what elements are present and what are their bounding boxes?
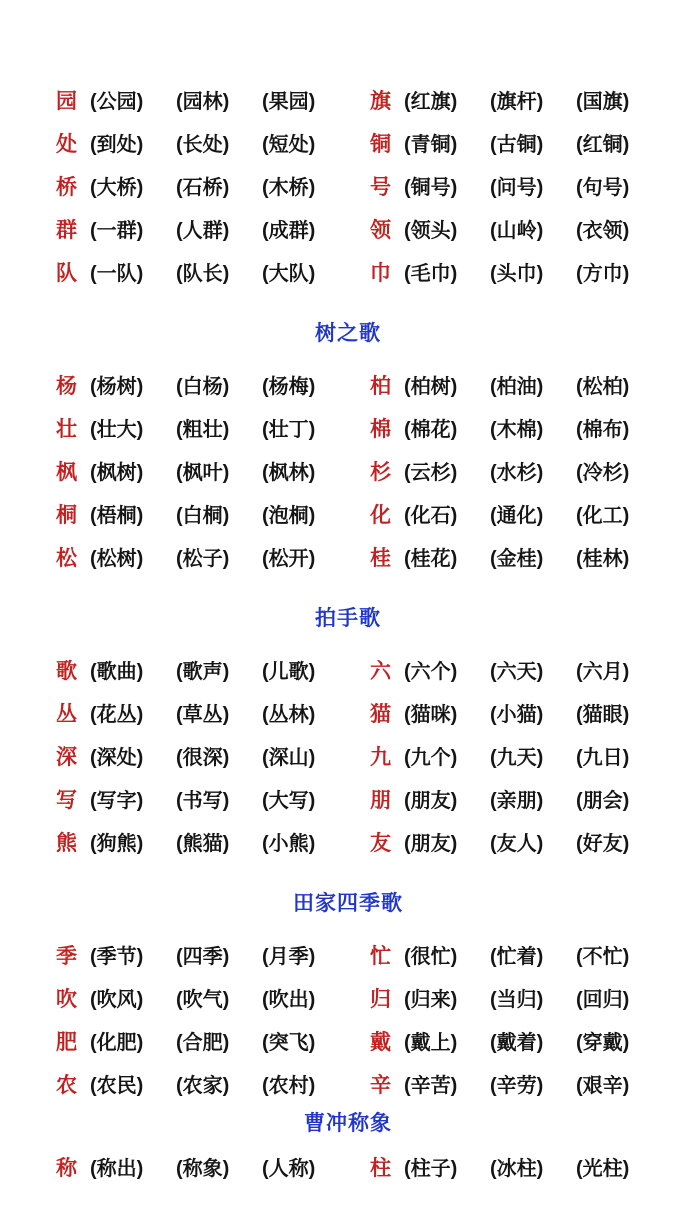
example-word: (大桥) bbox=[90, 177, 144, 199]
headword-character: 忙 bbox=[370, 944, 391, 968]
headword-character: 辛 bbox=[370, 1073, 391, 1097]
entry-group-left bbox=[56, 542, 348, 572]
headword-character: 棉 bbox=[370, 417, 391, 441]
example-word: (六个) bbox=[404, 661, 458, 683]
example-word: (长处) bbox=[176, 134, 230, 156]
example-word: (旗杆) bbox=[490, 91, 544, 113]
example-word: (公园) bbox=[90, 91, 144, 113]
headword-character: 柱 bbox=[370, 1156, 391, 1180]
example-word: (短处) bbox=[262, 134, 316, 156]
entry-group-right bbox=[370, 542, 662, 572]
headword-character: 歌 bbox=[56, 659, 77, 683]
headword-character: 深 bbox=[56, 745, 77, 769]
example-word: (吹风) bbox=[90, 989, 144, 1011]
example-word: (棉布) bbox=[576, 419, 630, 441]
entry-group-left bbox=[56, 741, 348, 771]
example-word: (猫眼) bbox=[576, 704, 630, 726]
example-word: (枫林) bbox=[262, 462, 316, 484]
example-word: (木桥) bbox=[262, 177, 316, 199]
example-word: (松子) bbox=[176, 548, 230, 570]
example-word: (艰辛) bbox=[576, 1075, 630, 1097]
example-word: (书写) bbox=[176, 790, 230, 812]
example-word: (领头) bbox=[404, 220, 458, 242]
example-word: (柱子) bbox=[404, 1158, 458, 1180]
example-word: (粗壮) bbox=[176, 419, 230, 441]
vocab-row bbox=[56, 820, 640, 863]
example-word: (冰柱) bbox=[490, 1158, 544, 1180]
example-word: (青铜) bbox=[404, 134, 458, 156]
example-word: (朋友) bbox=[404, 790, 458, 812]
entry-group-right bbox=[370, 940, 662, 970]
vocab-row bbox=[56, 734, 640, 777]
entry-group-left bbox=[56, 85, 348, 115]
example-word: (白桐) bbox=[176, 505, 230, 527]
example-word: (化工) bbox=[576, 505, 630, 527]
example-word: (杨梅) bbox=[262, 376, 316, 398]
example-word: (戴着) bbox=[490, 1032, 544, 1054]
example-word: (回归) bbox=[576, 989, 630, 1011]
example-word: (泡桐) bbox=[262, 505, 316, 527]
headword-character: 群 bbox=[56, 218, 77, 242]
headword-character: 熊 bbox=[56, 831, 77, 855]
example-word: (朋友) bbox=[404, 833, 458, 855]
example-word: (穿戴) bbox=[576, 1032, 630, 1054]
example-word: (六天) bbox=[490, 661, 544, 683]
example-word: (衣领) bbox=[576, 220, 630, 242]
entry-group-right bbox=[370, 1026, 662, 1056]
entry-group-left bbox=[56, 499, 348, 529]
example-word: (吹气) bbox=[176, 989, 230, 1011]
example-word: (化石) bbox=[404, 505, 458, 527]
entry-group-right bbox=[370, 1152, 662, 1182]
example-word: (草丛) bbox=[176, 704, 230, 726]
example-word: (一群) bbox=[90, 220, 144, 242]
example-word: (金桂) bbox=[490, 548, 544, 570]
headword-character: 铜 bbox=[370, 132, 391, 156]
entry-group-left bbox=[56, 456, 348, 486]
example-word: (季节) bbox=[90, 946, 144, 968]
headword-character: 丛 bbox=[56, 702, 77, 726]
example-word: (农村) bbox=[262, 1075, 316, 1097]
headword-character: 写 bbox=[56, 788, 77, 812]
headword-character: 壮 bbox=[56, 417, 77, 441]
example-word: (桂花) bbox=[404, 548, 458, 570]
entry-group-right bbox=[370, 983, 662, 1013]
example-word: (红旗) bbox=[404, 91, 458, 113]
entry-group-right bbox=[370, 655, 662, 685]
headword-character: 松 bbox=[56, 546, 77, 570]
example-word: (柏油) bbox=[490, 376, 544, 398]
example-word: (国旗) bbox=[576, 91, 630, 113]
headword-character: 季 bbox=[56, 944, 77, 968]
example-word: (归来) bbox=[404, 989, 458, 1011]
example-word: (杨树) bbox=[90, 376, 144, 398]
entry-group-left bbox=[56, 827, 348, 857]
example-word: (花丛) bbox=[90, 704, 144, 726]
example-word: (吹出) bbox=[262, 989, 316, 1011]
example-word: (铜号) bbox=[404, 177, 458, 199]
entry-group-left bbox=[56, 698, 348, 728]
headword-character: 处 bbox=[56, 132, 77, 156]
section-title: 拍手歌 bbox=[315, 607, 381, 630]
vocab-row bbox=[56, 250, 640, 293]
example-word: (不忙) bbox=[576, 946, 630, 968]
example-word: (山岭) bbox=[490, 220, 544, 242]
example-word: (壮大) bbox=[90, 419, 144, 441]
vocab-row bbox=[56, 121, 640, 164]
example-word: (水杉) bbox=[490, 462, 544, 484]
vocab-row bbox=[56, 449, 640, 492]
example-word: (称出) bbox=[90, 1158, 144, 1180]
headword-character: 归 bbox=[370, 987, 391, 1011]
vocab-row bbox=[56, 1145, 640, 1188]
entry-group-left bbox=[56, 1026, 348, 1056]
example-word: (忙着) bbox=[490, 946, 544, 968]
example-word: (化肥) bbox=[90, 1032, 144, 1054]
headword-character: 桂 bbox=[370, 546, 391, 570]
vocab-row bbox=[56, 1019, 640, 1062]
example-word: (松树) bbox=[90, 548, 144, 570]
example-word: (九个) bbox=[404, 747, 458, 769]
headword-character: 吹 bbox=[56, 987, 77, 1011]
example-word: (戴上) bbox=[404, 1032, 458, 1054]
entry-group-left bbox=[56, 128, 348, 158]
headword-character: 巾 bbox=[370, 261, 391, 285]
vocab-row bbox=[56, 406, 640, 449]
example-word: (枫叶) bbox=[176, 462, 230, 484]
entry-group-right bbox=[370, 456, 662, 486]
example-word: (很深) bbox=[176, 747, 230, 769]
vocab-row bbox=[56, 492, 640, 535]
headword-character: 桐 bbox=[56, 503, 77, 527]
example-word: (月季) bbox=[262, 946, 316, 968]
example-word: (通化) bbox=[490, 505, 544, 527]
example-word: (合肥) bbox=[176, 1032, 230, 1054]
example-word: (石桥) bbox=[176, 177, 230, 199]
entry-group-right bbox=[370, 499, 662, 529]
example-word: (人群) bbox=[176, 220, 230, 242]
example-word: (小猫) bbox=[490, 704, 544, 726]
section-title: 曹冲称象 bbox=[304, 1112, 392, 1135]
entry-group-right bbox=[370, 85, 662, 115]
example-word: (成群) bbox=[262, 220, 316, 242]
example-word: (冷杉) bbox=[576, 462, 630, 484]
entry-group-left bbox=[56, 214, 348, 244]
example-word: (辛苦) bbox=[404, 1075, 458, 1097]
example-word: (松开) bbox=[262, 548, 316, 570]
headword-character: 肥 bbox=[56, 1030, 77, 1054]
headword-character: 园 bbox=[56, 89, 77, 113]
example-word: (突飞) bbox=[262, 1032, 316, 1054]
entry-group-right bbox=[370, 413, 662, 443]
example-word: (壮丁) bbox=[262, 419, 316, 441]
vocab-row bbox=[56, 164, 640, 207]
entry-group-right bbox=[370, 1069, 662, 1099]
vocab-row bbox=[56, 363, 640, 406]
vocab-row bbox=[56, 78, 640, 121]
entry-group-right bbox=[370, 128, 662, 158]
example-word: (丛林) bbox=[262, 704, 316, 726]
headword-character: 称 bbox=[56, 1156, 77, 1180]
example-word: (白杨) bbox=[176, 376, 230, 398]
headword-character: 枫 bbox=[56, 460, 77, 484]
example-word: (问号) bbox=[490, 177, 544, 199]
entry-group-right bbox=[370, 698, 662, 728]
vocab-row bbox=[56, 777, 640, 820]
entry-group-left bbox=[56, 655, 348, 685]
example-word: (六月) bbox=[576, 661, 630, 683]
section-title: 树之歌 bbox=[315, 322, 381, 345]
headword-character: 桥 bbox=[56, 175, 77, 199]
example-word: (歌声) bbox=[176, 661, 230, 683]
entry-group-left bbox=[56, 171, 348, 201]
entry-group-left bbox=[56, 257, 348, 287]
headword-character: 朋 bbox=[370, 788, 391, 812]
example-word: (云杉) bbox=[404, 462, 458, 484]
headword-character: 化 bbox=[370, 503, 391, 527]
example-word: (狗熊) bbox=[90, 833, 144, 855]
entry-group-left bbox=[56, 1152, 348, 1182]
example-word: (熊猫) bbox=[176, 833, 230, 855]
example-word: (亲朋) bbox=[490, 790, 544, 812]
headword-character: 杉 bbox=[370, 460, 391, 484]
example-word: (友人) bbox=[490, 833, 544, 855]
example-word: (农民) bbox=[90, 1075, 144, 1097]
example-word: (毛巾) bbox=[404, 263, 458, 285]
example-word: (木棉) bbox=[490, 419, 544, 441]
entry-group-left bbox=[56, 1069, 348, 1099]
entry-group-right bbox=[370, 214, 662, 244]
headword-character: 旗 bbox=[370, 89, 391, 113]
example-word: (梧桐) bbox=[90, 505, 144, 527]
headword-character: 六 bbox=[370, 659, 391, 683]
entry-group-left bbox=[56, 413, 348, 443]
example-word: (四季) bbox=[176, 946, 230, 968]
example-word: (句号) bbox=[576, 177, 630, 199]
entry-group-right bbox=[370, 370, 662, 400]
vocab-row bbox=[56, 535, 640, 578]
headword-character: 农 bbox=[56, 1073, 77, 1097]
headword-character: 队 bbox=[56, 261, 77, 285]
headword-character: 杨 bbox=[56, 374, 77, 398]
headword-character: 领 bbox=[370, 218, 391, 242]
example-word: (朋会) bbox=[576, 790, 630, 812]
headword-character: 号 bbox=[370, 175, 391, 199]
example-word: (好友) bbox=[576, 833, 630, 855]
headword-character: 友 bbox=[370, 831, 391, 855]
entry-group-right bbox=[370, 827, 662, 857]
section-title: 田家四季歌 bbox=[293, 892, 403, 915]
example-word: (大队) bbox=[262, 263, 316, 285]
example-word: (古铜) bbox=[490, 134, 544, 156]
example-word: (柏树) bbox=[404, 376, 458, 398]
example-word: (九日) bbox=[576, 747, 630, 769]
example-word: (深山) bbox=[262, 747, 316, 769]
example-word: (光柱) bbox=[576, 1158, 630, 1180]
example-word: (棉花) bbox=[404, 419, 458, 441]
vocab-row bbox=[56, 691, 640, 734]
headword-character: 猫 bbox=[370, 702, 391, 726]
example-word: (人称) bbox=[262, 1158, 316, 1180]
example-word: (辛劳) bbox=[490, 1075, 544, 1097]
example-word: (方巾) bbox=[576, 263, 630, 285]
example-word: (枫树) bbox=[90, 462, 144, 484]
example-word: (当归) bbox=[490, 989, 544, 1011]
vocab-row bbox=[56, 1062, 640, 1105]
entry-group-right bbox=[370, 741, 662, 771]
example-word: (到处) bbox=[90, 134, 144, 156]
example-word: (农家) bbox=[176, 1075, 230, 1097]
headword-character: 戴 bbox=[370, 1030, 391, 1054]
example-word: (深处) bbox=[90, 747, 144, 769]
example-word: (很忙) bbox=[404, 946, 458, 968]
example-word: (园林) bbox=[176, 91, 230, 113]
example-word: (红铜) bbox=[576, 134, 630, 156]
example-word: (果园) bbox=[262, 91, 316, 113]
entry-group-right bbox=[370, 171, 662, 201]
entry-group-left bbox=[56, 940, 348, 970]
vocab-row bbox=[56, 207, 640, 250]
example-word: (称象) bbox=[176, 1158, 230, 1180]
example-word: (猫咪) bbox=[404, 704, 458, 726]
entry-group-left bbox=[56, 784, 348, 814]
vocab-row bbox=[56, 976, 640, 1019]
entry-group-right bbox=[370, 784, 662, 814]
vocab-row bbox=[56, 648, 640, 691]
example-word: (九天) bbox=[490, 747, 544, 769]
example-word: (写字) bbox=[90, 790, 144, 812]
entry-group-left bbox=[56, 983, 348, 1013]
example-word: (松柏) bbox=[576, 376, 630, 398]
headword-character: 柏 bbox=[370, 374, 391, 398]
entry-group-right bbox=[370, 257, 662, 287]
example-word: (歌曲) bbox=[90, 661, 144, 683]
example-word: (队长) bbox=[176, 263, 230, 285]
headword-character: 九 bbox=[370, 745, 391, 769]
example-word: (桂林) bbox=[576, 548, 630, 570]
example-word: (一队) bbox=[90, 263, 144, 285]
example-word: (头巾) bbox=[490, 263, 544, 285]
example-word: (儿歌) bbox=[262, 661, 316, 683]
entry-group-left bbox=[56, 370, 348, 400]
example-word: (小熊) bbox=[262, 833, 316, 855]
vocab-row bbox=[56, 933, 640, 976]
example-word: (大写) bbox=[262, 790, 316, 812]
